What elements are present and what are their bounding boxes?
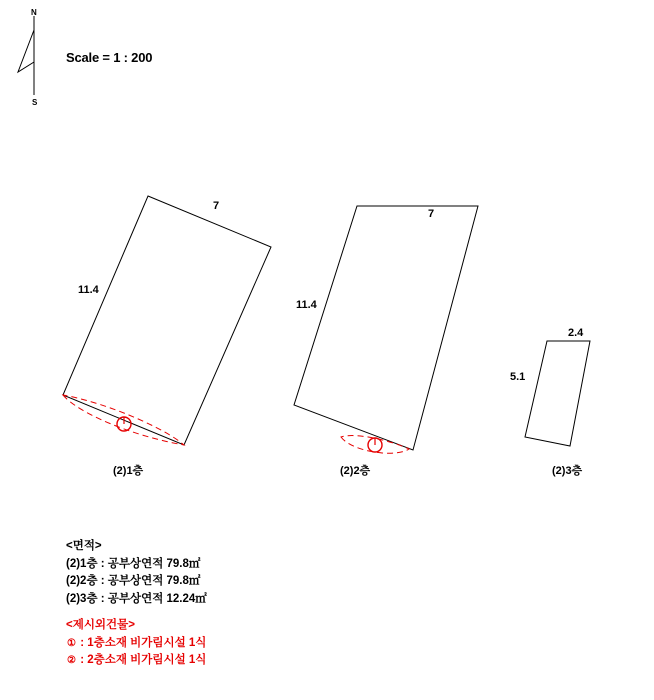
legend-block — [66, 538, 207, 670]
extra-buildings-heading: <제시외건물> — [66, 619, 135, 631]
area-row-floor3: (2)3층 : 공부상연적 12.24㎡ — [66, 592, 207, 605]
compass-north-label: N — [31, 8, 37, 17]
floor-1-top-dimension: 7 — [213, 200, 220, 212]
area-heading: <면적> — [66, 540, 102, 552]
floor-1-polygon — [63, 196, 271, 445]
floor-1-left-dimension: 11.4 — [78, 284, 99, 296]
floor-3-caption: (2)3층 — [552, 465, 583, 477]
extra-buildings-row-2 — [66, 652, 207, 670]
floor-1-caption: (2)1층 — [113, 465, 144, 477]
floor-3-left-dimension: 5.1 — [510, 371, 526, 383]
floor-2-caption: (2)2층 — [340, 465, 371, 477]
compass-south-label: S — [32, 98, 38, 107]
circled-two-icon: ② — [67, 655, 76, 666]
area-row-floor1: (2)1층 : 공부상연적 79.8㎡ — [66, 557, 201, 570]
circled-one-icon: ① — [67, 637, 76, 649]
scale-label: Scale = 1 : 200 — [66, 50, 153, 65]
extra-buildings-row-1 — [66, 635, 207, 653]
floor-3-top-dimension: 2.4 — [568, 327, 584, 339]
floor-2-top-dimension: 7 — [428, 208, 435, 220]
floor-3-polygon — [525, 341, 590, 446]
extra-buildings-row-2-text: : 2층소재 비가림시설 1식 — [80, 654, 207, 666]
floor-2-left-dimension: 11.4 — [296, 299, 317, 311]
area-row-floor2: (2)2층 : 공부상연적 79.8㎡ — [66, 575, 201, 587]
compass-icon — [18, 16, 34, 95]
extra-buildings-row-1-text: : 1층소재 비가림시설 1식 — [80, 636, 207, 649]
floor-2-polygon — [294, 206, 478, 453]
